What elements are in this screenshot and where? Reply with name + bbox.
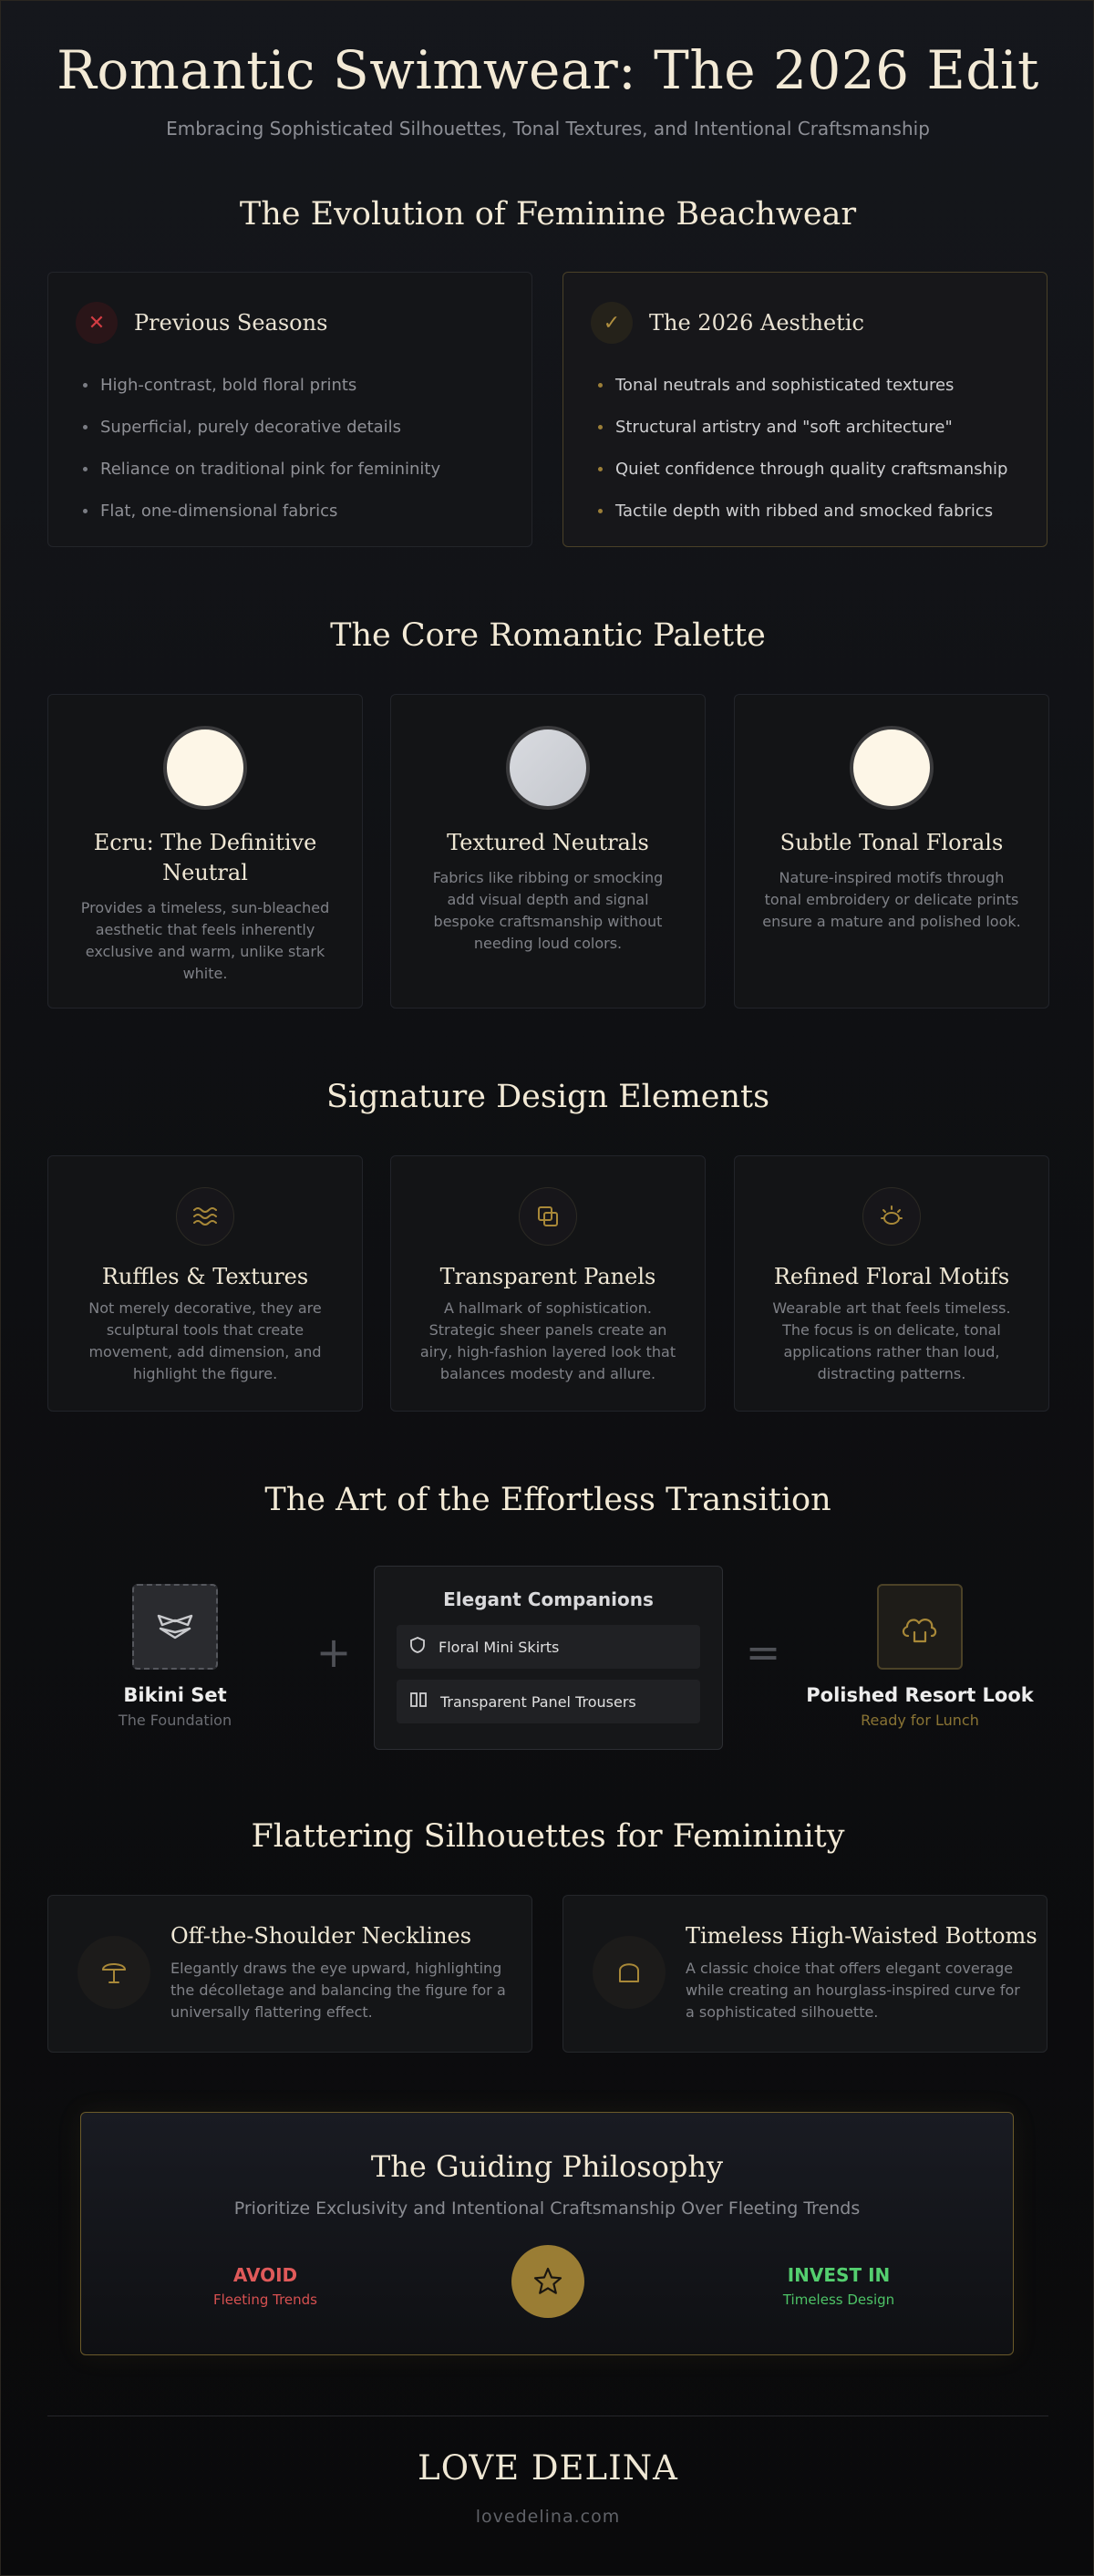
list-item: High-contrast, bold floral prints [83,364,504,406]
textured-swatch [506,726,590,810]
element-card-text: Not merely decorative, they are sculptural tools that create movement, add dimension, and highlight the figure. [88,1299,322,1382]
element-card-text: Wearable art that feels timeless. The focus is on delicate, tonal applications rather than loud, distracting patterns. [772,1299,1011,1382]
aesthetic-2026-title: The 2026 Aesthetic [649,310,864,336]
palette-card-florals [734,694,1049,1009]
avoid-label: AVOID [232,2264,298,2286]
flower-icon [862,1187,921,1246]
list-item: Reliance on traditional pink for femininity [83,448,504,490]
brand-logo: LOVE DELINA [418,2448,678,2488]
list-item: Tonal neutrals and sophisticated textures [598,364,1019,406]
evolution-heading: The Evolution of Feminine Beachwear [239,196,857,233]
palette-card-title: Ecru: The Definitive Neutral [93,830,317,885]
plus-icon: + [315,1628,352,1677]
check-icon: ✓ [591,302,633,344]
element-card-florals [734,1155,1049,1412]
page-title: Romantic Swimwear: The 2026 Edit [57,39,1039,101]
equals-icon: = [745,1628,781,1677]
list-item: Tactile depth with ribbed and smocked fabrics [598,490,1019,532]
list-item: Quiet confidence through quality craftsmanship [598,448,1019,490]
shield-icon [409,1636,426,1658]
bikini-set-label: Bikini Set [123,1684,227,1706]
palette-card-text: Provides a timeless, sun-bleached aesthetic that feels inherently exclusive and warm, unlike stark white. [80,899,330,982]
list-item: Floral Mini Skirts [397,1625,700,1669]
previous-seasons-title: Previous Seasons [134,310,328,336]
star-icon [511,2245,584,2318]
philosophy-box [80,2112,1014,2355]
element-card-title: Ruffles & Textures [101,1264,309,1289]
transition-heading: The Art of the Effortless Transition [264,1482,831,1518]
arch-icon [593,1936,666,2009]
silhouettes-heading: Flattering Silhouettes for Femininity [251,1818,845,1855]
resort-look-label: Polished Resort Look [806,1684,1034,1706]
palette-card-textured [390,694,706,1009]
avoid-sub: Fleeting Trends [213,2292,317,2308]
palette-heading: The Core Romantic Palette [330,617,766,654]
cloud-sun-icon [877,1584,963,1670]
page-subtitle: Embracing Sophisticated Silhouettes, Tonal Textures, and Intentional Craftsmanship [166,118,930,140]
palette-card-title: Subtle Tonal Florals [779,830,1004,855]
element-card-ruffles [47,1155,363,1412]
list-item: Structural artistry and "soft architecture" [598,406,1019,448]
silhouette-title: Off-the-Shoulder Necklines [170,1923,472,1949]
elements-heading: Signature Design Elements [325,1079,770,1115]
invest-label: INVEST IN [787,2264,891,2286]
silhouette-title: Timeless High-Waisted Bottoms [686,1923,1037,1949]
silhouette-text: A classic choice that offers elegant coverage while creating an hourglass-inspired curve for a sophisticated silhouette. [686,1960,1020,2021]
silhouette-card-waist [562,1895,1048,2053]
bikini-set-sub: The Foundation [118,1712,232,1729]
philosophy-subtitle: Prioritize Exclusivity and Intentional Craftsmanship Over Fleeting Trends [233,2198,861,2219]
layers-icon [519,1187,577,1246]
ecru-swatch [163,726,247,810]
florals-swatch [850,726,934,810]
list-item: Superficial, purely decorative details [83,406,504,448]
bikini-icon [132,1584,218,1670]
palette-card-title: Textured Neutrals [447,830,649,855]
element-card-title: Transparent Panels [439,1264,656,1289]
element-card-title: Refined Floral Motifs [773,1264,1010,1289]
invest-sub: Timeless Design [782,2292,895,2308]
waves-icon [176,1187,234,1246]
site-link[interactable]: lovedelina.com [475,2507,621,2527]
silhouette-card-shoulder [47,1895,532,2053]
previous-seasons-card [47,272,532,547]
philosophy-title: The Guiding Philosophy [370,2149,724,2184]
x-icon: ✕ [76,302,118,344]
element-card-panels [390,1155,706,1412]
silhouette-text: Elegantly draws the eye upward, highlighting the décolletage and balancing the figure for a universally flattering effect. [170,1960,506,2021]
companions-title: Elegant Companions [443,1588,654,1610]
palette-card-text: Nature-inspired motifs through tonal embroidery or delicate prints ensure a mature and polished look. [762,869,1021,930]
columns-icon [409,1691,428,1712]
list-item: Transparent Panel Trousers [397,1680,700,1723]
element-card-text: A hallmark of sophistication. Strategic sheer panels create an airy, high-fashion layered look that balances modesty and allure. [419,1299,676,1382]
companions-box [374,1566,723,1750]
aesthetic-2026-card [562,272,1048,547]
palette-card-text: Fabrics like ribbing or smocking add visual depth and signal bespoke craftsmanship without needing loud colors. [432,869,664,952]
resort-look-sub: Ready for Lunch [861,1712,979,1729]
palette-card-ecru [47,694,363,1009]
umbrella-icon [77,1936,150,2009]
list-item: Flat, one-dimensional fabrics [83,490,504,532]
